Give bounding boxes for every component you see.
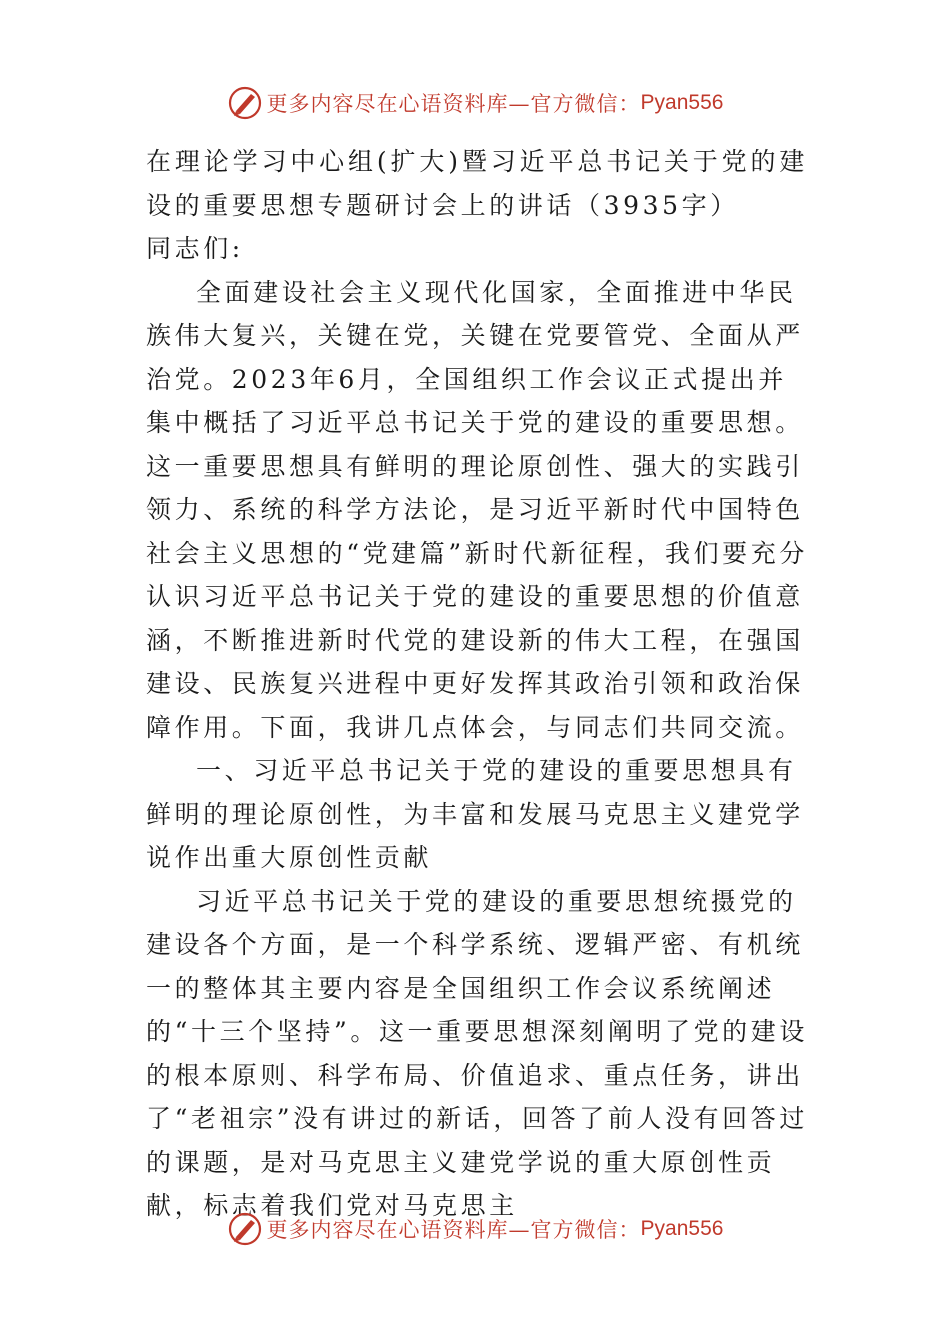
document-body — [146, 140, 808, 1228]
watermark-handle: Pyan556 — [640, 91, 724, 114]
salutation: 同志们: — [146, 234, 244, 263]
paragraph-section-1: 习近平总书记关于党的建设的重要思想统摄党的建设各个方面，是一个科学系统、逻辑严密、有机统一的整体其主要内容是全国组织工作会议系统阐述的“十三个坚持”。这一重要思想深刻阐明了党的建设的根本原则、科学布局、价值追求、重点任务，讲出了“老祖宗”没有讲过的新话，回答了前人没有回答过的课题，是对马克思主义建党学说的重大原创性贡献，标志着我们党对马克思主 — [146, 886, 808, 1220]
watermark-handle: Pyan556 — [640, 1217, 724, 1240]
pen-circle-logo-icon — [227, 85, 263, 121]
pen-circle-logo-icon — [227, 1211, 263, 1247]
watermark-text: 更多内容尽在心语资料库—官方微信： — [266, 92, 641, 116]
watermark-text: 更多内容尽在心语资料库—官方微信： — [266, 1218, 641, 1242]
paragraph-intro: 全面建设社会主义现代化国家，全面推进中华民族伟大复兴，关键在党，关键在党要管党、全面从严治党。2023年6月，全国组织工作会议正式提出并集中概括了习近平总书记关于党的建设的重要思想。这一重要思想具有鲜明的理论原创性、强大的实践引领力、系统的科学方法论，是习近平新时代中国特色社会主义思想的“党建篇”新时代新征程，我们要充分认识习近平总书记关于党的建设的重要思想的价值意涵，不断推进新时代党的建设新的伟大工程，在强国建设、民族复兴进程中更好发挥其政治引领和政治保障作用。下面，我讲几点体会，与同志们共同交流。 — [146, 277, 808, 742]
document-title: 在理论学习中心组(扩大)暨习近平总书记关于党的建设的重要思想专题研讨会上的讲话（3935字） — [146, 147, 808, 220]
watermark-banner-bottom — [0, 1209, 950, 1249]
watermark-banner-top — [0, 83, 950, 123]
section-heading-1: 一、习近平总书记关于党的建设的重要思想具有鲜明的理论原创性，为丰富和发展马克思主义建党学说作出重大原创性贡献 — [146, 756, 804, 872]
